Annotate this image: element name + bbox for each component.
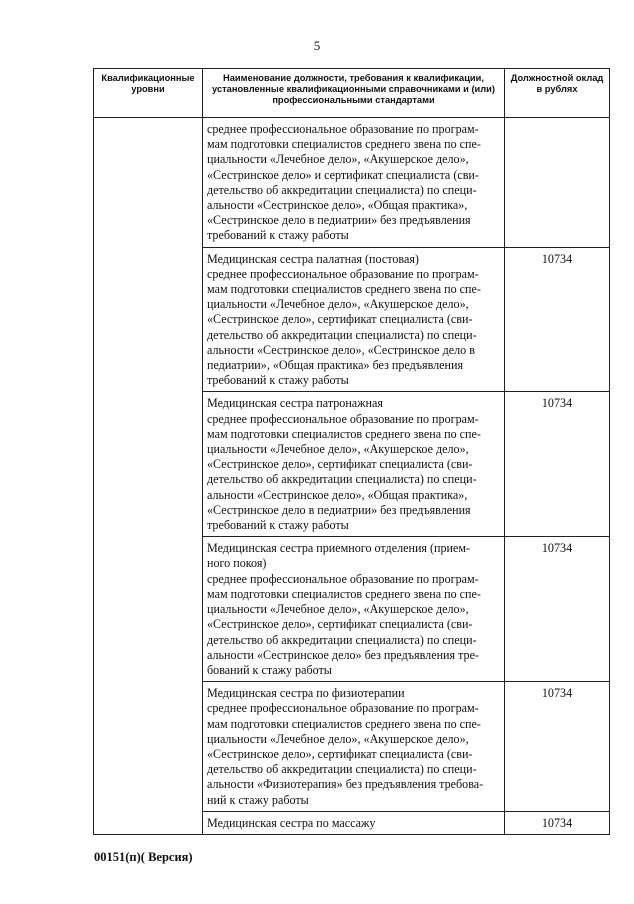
header-salary: Должностной оклад в рублях (505, 69, 610, 118)
requirements-cell: Медицинская сестра по массажу (203, 811, 505, 834)
requirements-cell: Медицинская сестра по физиотерапии среднее профессиональное образование по програм- мам подготовки специалистов среднего звена по спе- циальности «Лечебное дело», «Акушерское дело», «Сестринское дело», сертификат специалиста (сви- детельство об аккредитации специалиста) по специ- альности «Физиотерапия» без предъявления требова- ний к стажу работы (203, 682, 505, 812)
document-code: 00151(п)( Версия) (94, 850, 193, 864)
page-number: 5 (313, 38, 321, 53)
requirements-cell: Медицинская сестра палатная (постовая) среднее профессиональное образование по програм- мам подготовки специалистов среднего звена по спе- циальности «Лечебное дело», «Акушерское дело», «Сестринское дело», сертификат специалиста (сви- детельство об аккредитации специалиста) по специ- альности «Сестринское дело», «Сестринское дело в педиатрии», «Общая практика» без предъявления требований к стажу работы (203, 247, 505, 392)
requirements-cell: Медицинская сестра патронажная среднее профессиональное образование по програм- мам подготовки специалистов среднего звена по спе- циальности «Лечебное дело», «Акушерское дело», «Сестринское дело», сертификат специалиста (сви- детельство об аккредитации специалиста) по специ- альности «Сестринское дело», «Общая практика», «Сестринское дело в педиатрии» без предъявления требований к стажу работы (203, 392, 505, 537)
table-row (94, 118, 610, 248)
qualification-table (93, 68, 610, 835)
salary-cell: 10734 (505, 537, 610, 682)
requirements-cell: Медицинская сестра приемного отделения (прием- ного покоя) среднее профессиональное образование по програм- мам подготовки специалистов среднего звена по спе- циальности «Лечебное дело», «Акушерское дело», «Сестринское дело», сертификат специалиста (сви- детельство об аккредитации специалиста) по специ- альности «Сестринское дело» без предъявления тре- бований к стажу работы (203, 537, 505, 682)
header-position-requirements: Наименование должности, требования к квалификации, установленные квалификационными справочниками и (или) профессиональными стандартами (203, 69, 505, 118)
salary-cell: 10734 (505, 811, 610, 834)
salary-cell: 10734 (505, 682, 610, 812)
salary-cell: 10734 (505, 247, 610, 392)
requirements-cell: среднее профессиональное образование по програм- мам подготовки специалистов среднего звена по спе- циальности «Лечебное дело», «Акушерское дело», «Сестринское дело» и сертификат специалиста (сви- детельство об аккредитации специалиста) по специ- альности «Сестринское дело», «Общая практика», «Сестринское дело в педиатрии» без предъявления требований к стажу работы (203, 118, 505, 248)
qualification-level-cell (94, 118, 203, 835)
table-header-row (94, 69, 610, 118)
salary-cell (505, 118, 610, 248)
salary-cell: 10734 (505, 392, 610, 537)
header-qualification-levels: Квалификационные уровни (94, 69, 203, 118)
